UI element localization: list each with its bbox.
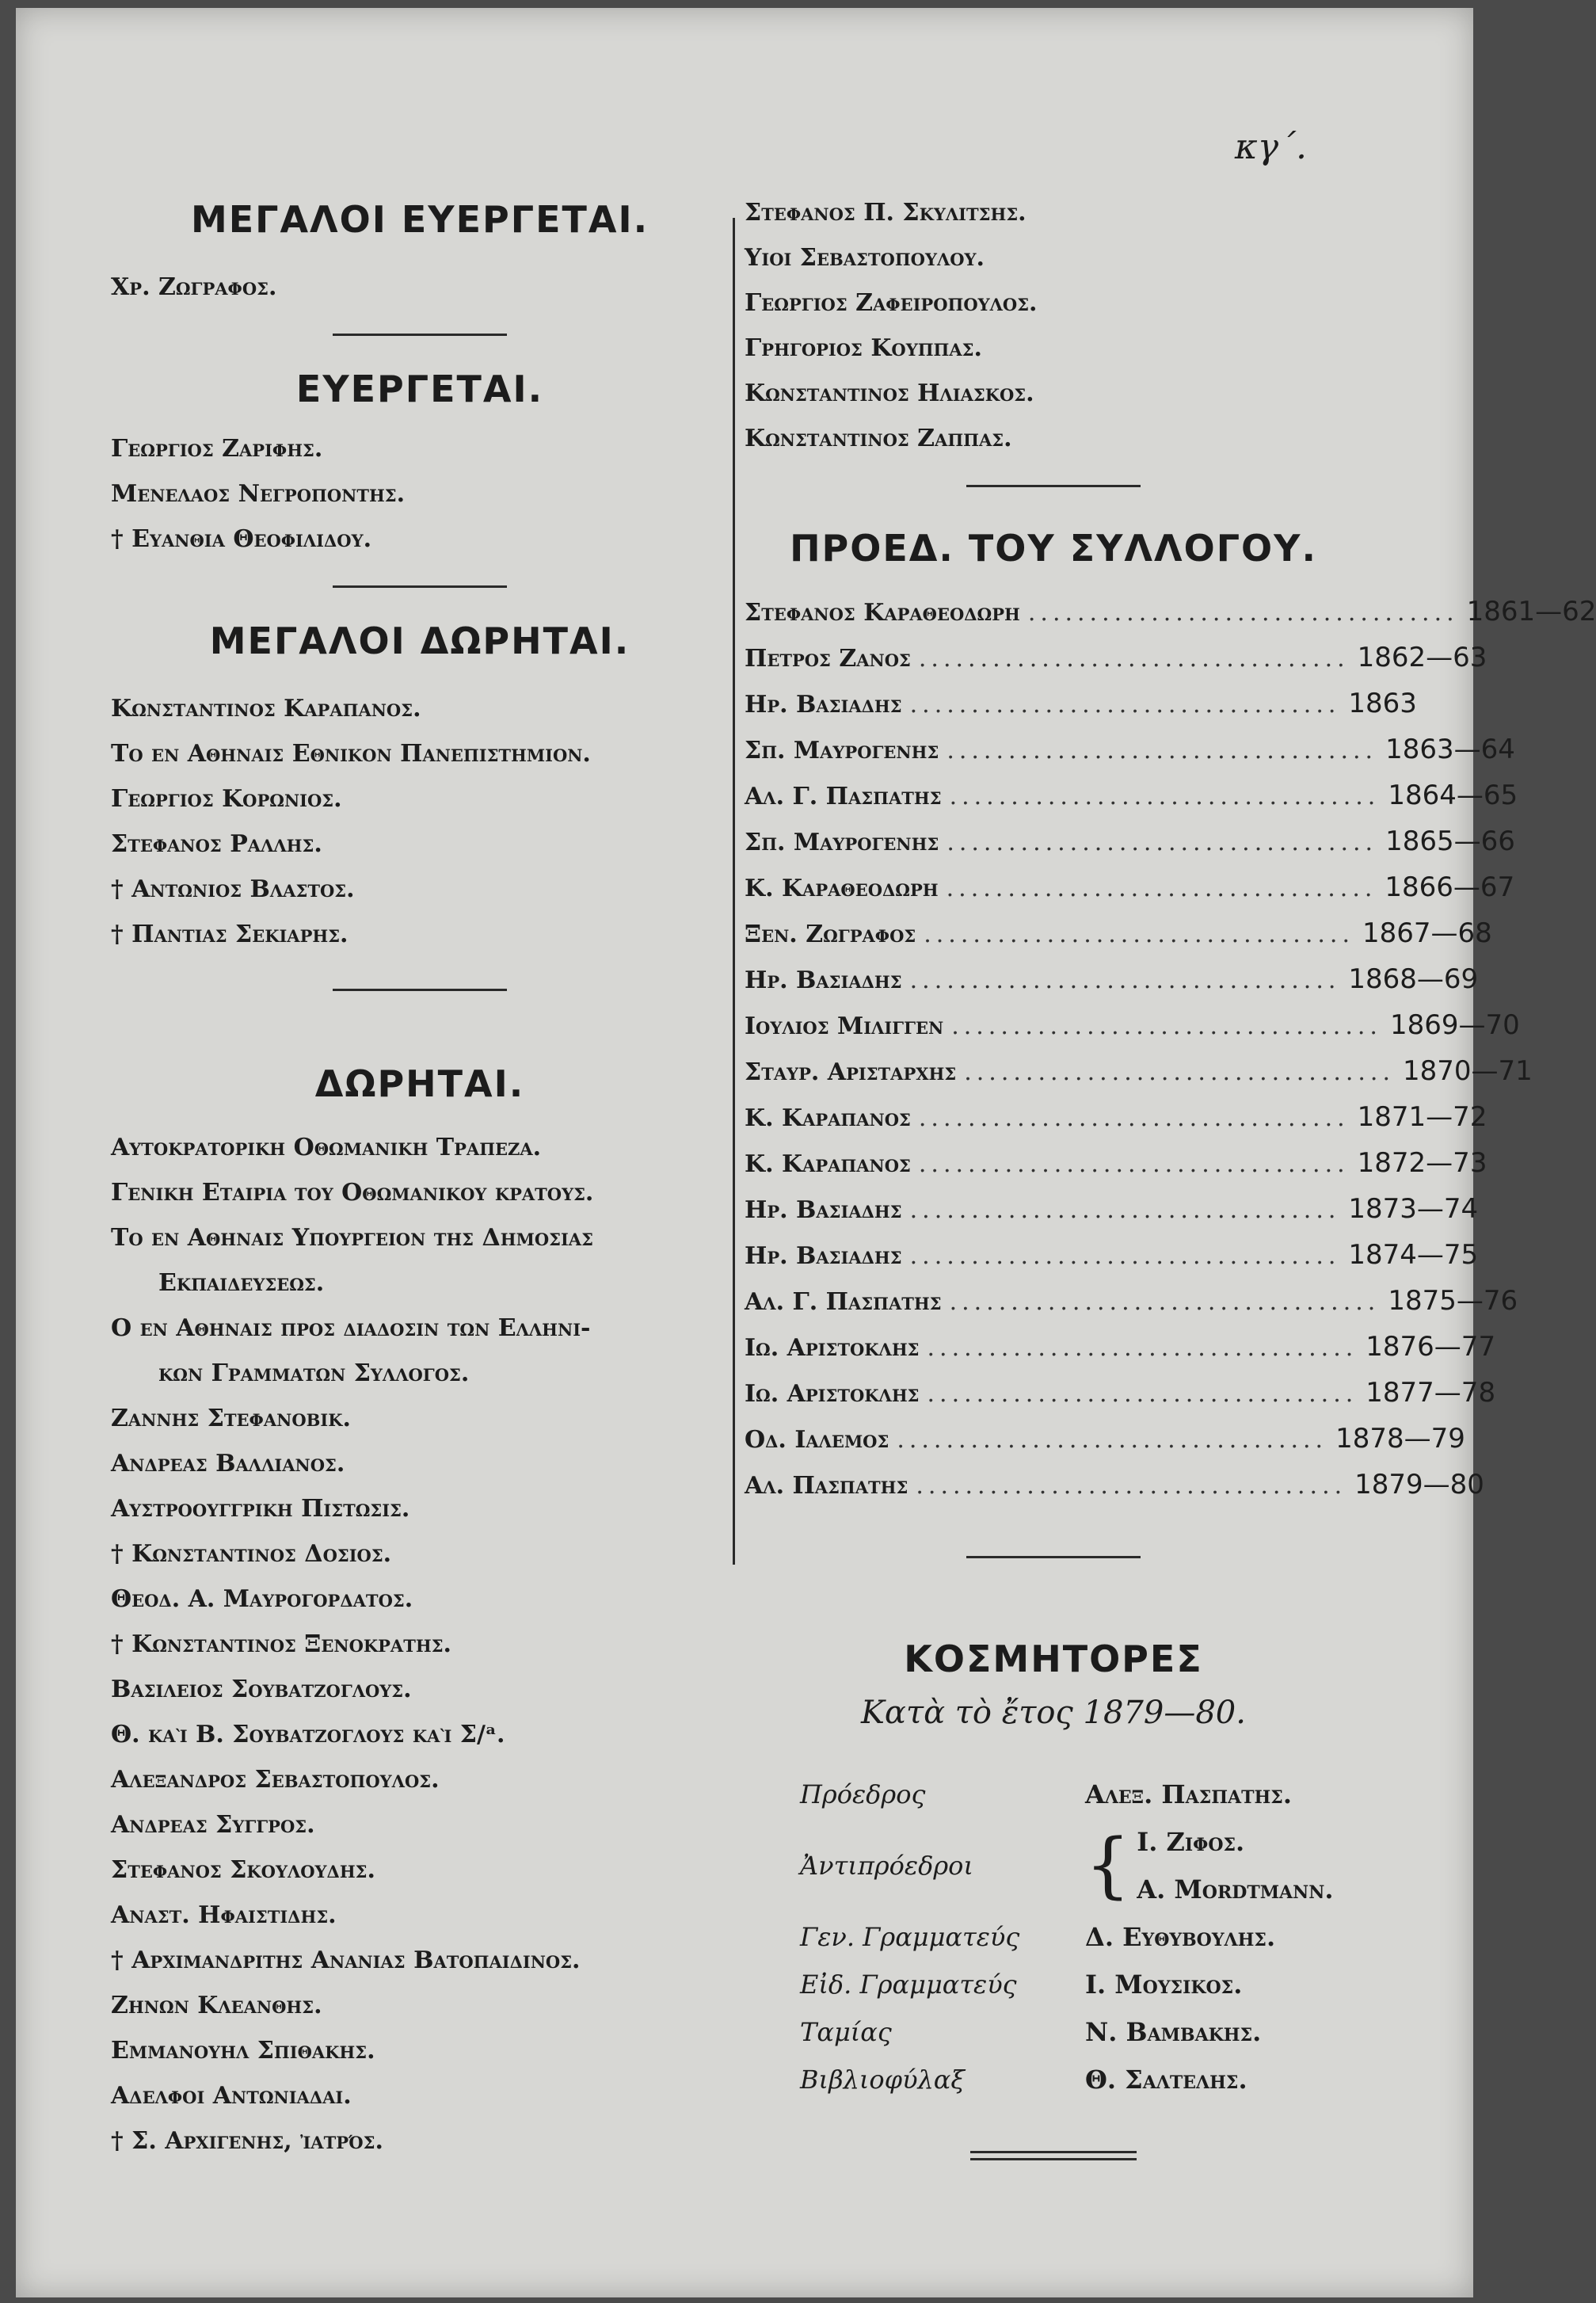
column-divider — [733, 218, 735, 1565]
officer-name: Α. Mordtmann. — [1137, 1874, 1334, 1905]
officer-name: Ν. Βαμβακης. — [1085, 2017, 1262, 2047]
president-years: 1874—75 — [1348, 1239, 1479, 1271]
officer-role: Ταμίας — [800, 2017, 892, 2047]
list-item: Γρηγοριος Κουππας. — [745, 334, 982, 362]
president-name: Ιω. Αριστοκλης — [745, 1334, 920, 1362]
officer-row — [745, 2008, 1362, 2056]
president-name: Ξεν. Ζωγραφος — [745, 921, 916, 948]
officer-role: Εἰδ. Γραμματεύς — [800, 1969, 1017, 2000]
megaloi-dwrhtai-list — [111, 686, 729, 957]
president-name: Ηρ. Βασιαδης — [745, 1242, 902, 1270]
list-item: Μενελαος Νεγροποντης. — [111, 480, 406, 508]
dot-leader: ................................... — [927, 1334, 1358, 1362]
officer-row — [745, 2056, 1362, 2103]
kosmhtores-title: ΚΟΣΜΗΤΟΡΕΣ — [904, 1638, 1203, 1680]
president-name: Κ. Καραθεοδωρη — [745, 875, 939, 902]
list-item: Κωνσταντινος Καραπανος. — [111, 695, 421, 723]
table-row — [745, 635, 1487, 681]
list-item: Αδελφοι Αντωνιαδαι. — [111, 2082, 352, 2110]
list-item: Ζηνων Κλεανθης. — [111, 1992, 322, 2019]
officer-name: Δ. Ευθυβουλης. — [1085, 1922, 1276, 1952]
list-item: Εμμανουηλ Σπιθακης. — [111, 2037, 375, 2065]
president-years: 1862—63 — [1357, 642, 1487, 673]
officer-role: Γεν. Γραμματεύς — [800, 1922, 1020, 1952]
officers-table — [745, 1771, 1362, 2103]
president-years: 1868—69 — [1348, 963, 1479, 995]
list-item: † Παντιας Σεκιαρης. — [111, 921, 349, 948]
officer-row — [745, 1913, 1362, 1961]
megaloi-dwrhtai-title: ΜΕΓΑΛΟΙ ΔΩΡΗΤΑΙ. — [209, 620, 630, 662]
list-item: Στεφανος Σκουλουδης. — [111, 1856, 375, 1884]
officer-name: Αλεξ. Πασπατης. — [1085, 1779, 1292, 1809]
president-name: Κ. Καραπανος — [745, 1150, 911, 1178]
vice-presidents — [1085, 1818, 1333, 1913]
list-item: κων Γραμματων Συλλογος. — [158, 1359, 470, 1387]
president-years: 1865—66 — [1385, 825, 1515, 857]
megaloi-euergetai-list — [111, 265, 729, 310]
table-row — [745, 1279, 1518, 1325]
section-rule — [966, 1556, 1141, 1558]
table-row — [745, 1416, 1465, 1462]
list-item: Αναστ. Ηφαιστιδης. — [111, 1901, 337, 1929]
table-row — [745, 1371, 1496, 1416]
document-page — [16, 8, 1596, 2297]
president-name: Σπ. Μαυρογενης — [745, 737, 939, 764]
president-years: 1879—80 — [1354, 1469, 1484, 1500]
left-column — [111, 198, 729, 2164]
section-rule — [966, 485, 1141, 487]
officer-role: Ἀντιπρόεδροι — [800, 1851, 973, 1881]
section-rule — [333, 334, 507, 336]
section-rule — [333, 989, 507, 991]
list-item: Γενικη Εταιρια του Οθωμανικου κρατους. — [111, 1179, 594, 1207]
presidents-table — [745, 589, 1596, 1508]
dot-leader: ................................... — [909, 967, 1341, 994]
presidents-title: ΠΡΟΕΔ. ΤΟΥ ΣΥΛΛΟΓΟΥ. — [790, 527, 1317, 570]
dot-leader: ................................... — [909, 1196, 1341, 1224]
president-name: Ιουλιος Μιλιγγεν — [745, 1012, 944, 1040]
dot-leader: ................................... — [924, 921, 1354, 948]
euergetai-title: ΕΥΕΡΓΕΤΑΙ. — [295, 368, 544, 410]
continued-list — [745, 190, 1362, 461]
dot-leader: ................................... — [964, 1058, 1395, 1086]
president-years: 1863 — [1348, 688, 1417, 719]
dot-leader: ................................... — [947, 737, 1378, 764]
list-item: Ανδρεας Συγγρος. — [111, 1811, 315, 1839]
list-item: Αυστροουγγρικη Πιστωσις. — [111, 1495, 410, 1523]
president-years: 1867—68 — [1362, 917, 1492, 949]
dot-leader: ................................... — [951, 1012, 1382, 1040]
president-name: Οδ. Ιαλεμος — [745, 1426, 889, 1454]
dot-leader: ................................... — [909, 691, 1341, 719]
list-item: Γεωργιος Ζαφειροπουλος. — [745, 289, 1038, 317]
dot-leader: ................................... — [897, 1426, 1328, 1454]
president-years: 1864—65 — [1388, 780, 1518, 811]
president-name: Αλ. Γ. Πασπατης — [745, 1288, 942, 1316]
dot-leader: ................................... — [947, 829, 1378, 856]
list-item: Θεοδ. Α. Μαυρογορδατος. — [111, 1585, 413, 1613]
list-item: Ο εν Αθηναις προς διαδοσιν των Ελληνι- — [111, 1314, 591, 1342]
dot-leader: ................................... — [1027, 599, 1459, 627]
president-name: Ηρ. Βασιαδης — [745, 1196, 902, 1224]
list-item: Ζαννης Στεφανοβικ. — [111, 1405, 351, 1432]
president-years: 1877—78 — [1366, 1377, 1496, 1409]
officer-row — [745, 1771, 1362, 1818]
list-item: Κωνσταντινος Ηλιασκος. — [745, 379, 1034, 407]
president-years: 1870—71 — [1403, 1055, 1533, 1087]
list-item: † Αρχιμανδριτης Ανανιας Βατοπαιδινος. — [111, 1946, 581, 1974]
table-row — [745, 819, 1515, 865]
list-item: Γεωργιος Ζαριφης. — [111, 435, 323, 463]
table-row — [745, 773, 1518, 819]
list-item: Το εν Αθηναις Υπουργειον της Δημοσιας — [111, 1224, 593, 1252]
table-row — [745, 1095, 1487, 1141]
dot-leader: ................................... — [927, 1380, 1358, 1408]
list-item: Στεφανος Π. Σκυλιτσης. — [745, 199, 1027, 227]
list-item: Βασιλειος Σουβατζογλους. — [111, 1676, 412, 1703]
table-row — [745, 1325, 1496, 1371]
president-name: Κ. Καραπανος — [745, 1104, 911, 1132]
right-column — [745, 198, 1596, 2160]
president-name: Ηρ. Βασιαδης — [745, 967, 902, 994]
section-rule — [333, 585, 507, 588]
list-item: Εκπαιδευσεως. — [158, 1269, 325, 1297]
dot-leader: ................................... — [909, 1242, 1341, 1270]
officer-name: Ι. Ζιφος. — [1137, 1827, 1245, 1857]
officer-role: Βιβλιοφύλαξ — [800, 2065, 966, 2095]
president-name: Αλ. Γ. Πασπατης — [745, 783, 942, 810]
dot-leader: ................................... — [918, 645, 1350, 673]
president-name: Αλ. Πασπατης — [745, 1472, 908, 1500]
list-item: Κωνσταντινος Ζαππας. — [745, 425, 1012, 452]
page-number: κγ΄. — [1234, 127, 1307, 167]
list-item: † Αντωνιος Βλαστος. — [111, 875, 355, 903]
president-years: 1871—72 — [1357, 1101, 1487, 1133]
president-years: 1863—64 — [1385, 734, 1515, 765]
president-name: Πετρος Ζανος — [745, 645, 911, 673]
dot-leader: ................................... — [949, 783, 1381, 810]
president-name: Στεφανος Καραθεοδωρη — [745, 599, 1020, 627]
officer-row — [745, 1961, 1362, 2008]
dot-leader: ................................... — [949, 1288, 1381, 1316]
list-item: Αλεξανδρος Σεβαστοπουλος. — [111, 1766, 440, 1794]
list-item: † Κωνσταντινος Ξενοκρατης. — [111, 1630, 451, 1658]
dwrhtai-title: ΔΩΡΗΤΑΙ. — [314, 1062, 525, 1105]
table-row — [745, 1233, 1479, 1279]
officer-row — [745, 1818, 1362, 1913]
president-years: 1873—74 — [1348, 1193, 1479, 1225]
table-row — [745, 865, 1515, 911]
table-row — [745, 1141, 1487, 1187]
dot-leader: ................................... — [918, 1150, 1350, 1178]
officer-name: Ι. Μουσικος. — [1085, 1969, 1243, 2000]
list-item: Στεφανος Ραλλης. — [111, 830, 322, 858]
table-row — [745, 727, 1515, 773]
president-name: Σταυρ. Αρισταρχης — [745, 1058, 957, 1086]
table-row — [745, 1187, 1479, 1233]
president-years: 1869—70 — [1389, 1009, 1520, 1041]
table-row — [745, 911, 1492, 957]
officer-role: Πρόεδρος — [800, 1779, 926, 1809]
brace-icon: { — [1085, 1824, 1131, 1907]
list-item: Θ. καὶ Β. Σουβατζογλους καὶ Σ/ᵃ. — [111, 1721, 505, 1748]
president-years: 1876—77 — [1366, 1331, 1496, 1363]
president-years: 1878—79 — [1335, 1423, 1465, 1455]
president-name: Ιω. Αριστοκλης — [745, 1380, 920, 1408]
officer-name: Θ. Σαλτελης. — [1085, 2065, 1247, 2095]
table-row — [745, 1049, 1533, 1095]
table-row — [745, 1003, 1520, 1049]
dot-leader: ................................... — [946, 875, 1377, 902]
list-item: Αυτοκρατορικη Οθωμανικη Τραπεζα. — [111, 1134, 542, 1161]
table-row — [745, 681, 1417, 727]
list-item: † Ευανθια Θεοφιλιδου. — [111, 525, 372, 553]
list-item: Γεωργιος Κορωνιος. — [111, 785, 342, 813]
list-item: † Κωνσταντινος Δοσιος. — [111, 1540, 392, 1568]
president-years: 1861—62 — [1466, 596, 1596, 627]
president-name: Σπ. Μαυρογενης — [745, 829, 939, 856]
table-row — [745, 1462, 1484, 1508]
list-item: Ανδρεας Βαλλιανος. — [111, 1450, 345, 1478]
kosmhtores-subtitle: Κατὰ τὸ ἔτος 1879—80. — [861, 1695, 1246, 1731]
list-item: Χρ. Ζωγραφος. — [111, 273, 277, 301]
list-item: Το εν Αθηναις Εθνικον Πανεπιστημιον. — [111, 740, 591, 768]
list-item: † Σ. Αρχιγενης, ἰατρός. — [111, 2127, 383, 2155]
dwrhtai-list — [111, 1125, 729, 2164]
table-row — [745, 589, 1596, 635]
president-years: 1875—76 — [1388, 1285, 1518, 1317]
president-name: Ηρ. Βασιαδης — [745, 691, 902, 719]
table-row — [745, 957, 1479, 1003]
euergetai-list — [111, 426, 729, 562]
double-rule — [970, 2151, 1137, 2160]
list-item: Υιοι Σεβαστοπουλου. — [745, 244, 985, 272]
dot-leader: ................................... — [918, 1104, 1350, 1132]
president-years: 1872—73 — [1357, 1147, 1487, 1179]
president-years: 1866—67 — [1385, 871, 1515, 903]
megaloi-euergetai-title: ΜΕΓΑΛΟΙ ΕΥΕΡΓΕΤΑΙ. — [190, 198, 649, 241]
dot-leader: ................................... — [916, 1472, 1347, 1500]
